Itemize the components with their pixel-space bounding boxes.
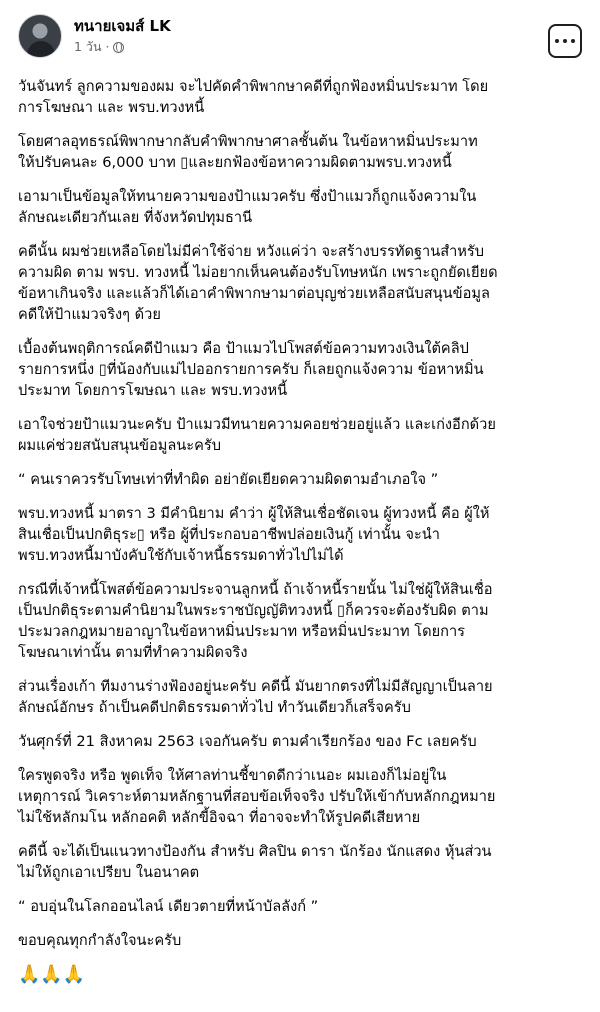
- post-quote: “ อบอุ่นในโลกออนไลน์ เดียวตายที่หน้าบัลลังก์ ”: [18, 898, 319, 915]
- folded-hands-emoji-row: 🙏🙏🙏: [18, 964, 86, 985]
- more-dot-icon: [555, 39, 559, 43]
- post-subline: [74, 38, 171, 56]
- post-paragraph: เอาใจช่วยป้าแมวนะครับ ป้าแมวมีทนายความคอยช่วยอยู่แล้ว และเก่งอีกด้วย ผมแค่ช่วยสนับสนุนข้อมูลนะครับ: [18, 416, 496, 454]
- post-paragraph: คดีนั้น ผมช่วยเหลือโดยไม่มีค่าใช้จ่าย หวังแค่ว่า จะสร้างบรรทัดฐานสำหรับ ความผิด ตาม พรบ. ทวงหนี้ ไม่อยากเห็นคนต้องรับโทษหนัก เพราะถูกยัดเยียด ข้อหาเกินจริง และแล้วก็ได้เอาคำพิพากษามาต่อบุญช่วยเหลือสนับสนุนข้อมูล คดีให้ป้าแมวจริงๆ ด้วย: [18, 243, 498, 323]
- more-dot-icon: [571, 39, 575, 43]
- post-paragraph: เอามาเป็นข้อมูลให้ทนายความของป้าแมวครับ ซึ่งป้าแมวก็ถูกแจ้งความใน ลักษณะเดียวกันเลย ที่จังหวัดปทุมธานี: [18, 188, 477, 226]
- post-paragraph: เบื้องต้นพฤติการณ์คดีป้าแมว คือ ป้าแมวไปโพสต์ข้อความทวงเงินใต้คลิป รายการหนึ่ง ▯ที่น้องกับแม่ไปออกรายการครับ ก็เลยถูกแจ้งความ ข้อหาหมิ่น ประมาท โดยการโฆษณา และ พรบ.ทวงหนี้: [18, 340, 484, 399]
- post-paragraph: วันศุกร์ที่ 21 สิงหาคม 2563 เจอกันครับ ตามคำเรียกร้อง ของ Fc เลยครับ: [18, 733, 477, 750]
- separator-dot: ·: [105, 39, 110, 54]
- post-paragraph: วันจันทร์ ลูกความของผม จะไปคัดคำพิพากษาคดีที่ถูกฟ้องหมิ่นประมาท โดย การโฆษณา และ พรบ.ทวงหนี้: [18, 78, 489, 116]
- post-body: [18, 70, 582, 986]
- more-dot-icon: [563, 39, 567, 43]
- post-header: [18, 14, 582, 70]
- post-quote: “ คนเราควรรับโทษเท่าที่ทำผิด อย่ายัดเยียดความผิดตามอำเภอใจ ”: [18, 471, 439, 488]
- author-name[interactable]: ทนายเจมส์ LK: [74, 17, 171, 35]
- author-avatar[interactable]: [18, 14, 62, 58]
- post-paragraph: โดยศาลอุทธรณ์พิพากษากลับคำพิพากษาศาลชั้นต้น ในข้อหาหมิ่นประมาท ให้ปรับคนละ 6,000 บาท ▯และยกฟ้องข้อหาความผิดตามพรบ.ทวงหนี้: [18, 133, 478, 171]
- post-paragraph: ใครพูดจริง หรือ พูดเท็จ ให้ศาลท่านชี้ขาดดีกว่าเนอะ ผมเองก็ไม่อยู่ใน เหตุการณ์ วิเคราะห์ตามหลักฐานที่สอบข้อเท็จจริง ปรับให้เข้ากับหลักกฎหมาย ไม่ใช้หลักมโน หลักอคติ หลักขี้อิจฉา ที่อาจจะทำให้รูปคดีเสียหาย: [18, 767, 496, 826]
- post-paragraph: พรบ.ทวงหนี้ มาตรา 3 มีคำนิยาม คำว่า ผู้ให้สินเชื่อชัดเจน ผู้ทวงหนี้ คือ ผู้ให้ สินเชื่อเป็นปกติธุระ▯ หรือ ผู้ที่ประกอบอาชีพปล่อยเงินกู้ เท่านั้น จะนำ พรบ.ทวงหนี้มาบังคับใช้กับเจ้าหนี้ธรรมดาทั่วไปไม่ได้: [18, 505, 490, 564]
- post-paragraph: ส่วนเรื่องเก้า ทีมงานร่างฟ้องอยู่นะครับ คดีนี้ มันยากตรงที่ไม่มีสัญญาเป็นลาย ลักษณ์อักษร ถ้าเป็นคดีปกติธรรมดาทั่วไป ทำวันเดียวก็เสร็จครับ: [18, 678, 493, 716]
- post-timestamp[interactable]: 1 วัน: [74, 39, 102, 54]
- post-paragraph: กรณีที่เจ้าหนี้โพสต์ข้อความประจานลูกหนี้ ถ้าเจ้าหนี้รายนั้น ไม่ใช่ผู้ให้สินเชื่อ เป็นปกติธุระตามคำนิยามในพระราชบัญญัติทวงหนี้ ▯ก็ควรจะต้องรับผิด ตาม ประมวลกฎหมายอาญาในข้อหาหมิ่นประมาท หรือหมิ่นประมาท โดยการ โฆษณาเท่านั้น ตามที่ทำความผิดจริง: [18, 581, 493, 661]
- more-options-button[interactable]: [548, 24, 582, 58]
- post-meta: [74, 14, 171, 56]
- globe-icon: [113, 42, 124, 53]
- post-paragraph: คดีนี้ จะได้เป็นแนวทางป้องกัน สำหรับ ศิลปิน ดารา นักร้อง นักแสดง หุ้นส่วน ไม่ให้ถูกเอาเปรียบ ในอนาคต: [18, 843, 492, 881]
- post-paragraph: ขอบคุณทุกกำลังใจนะครับ: [18, 932, 182, 949]
